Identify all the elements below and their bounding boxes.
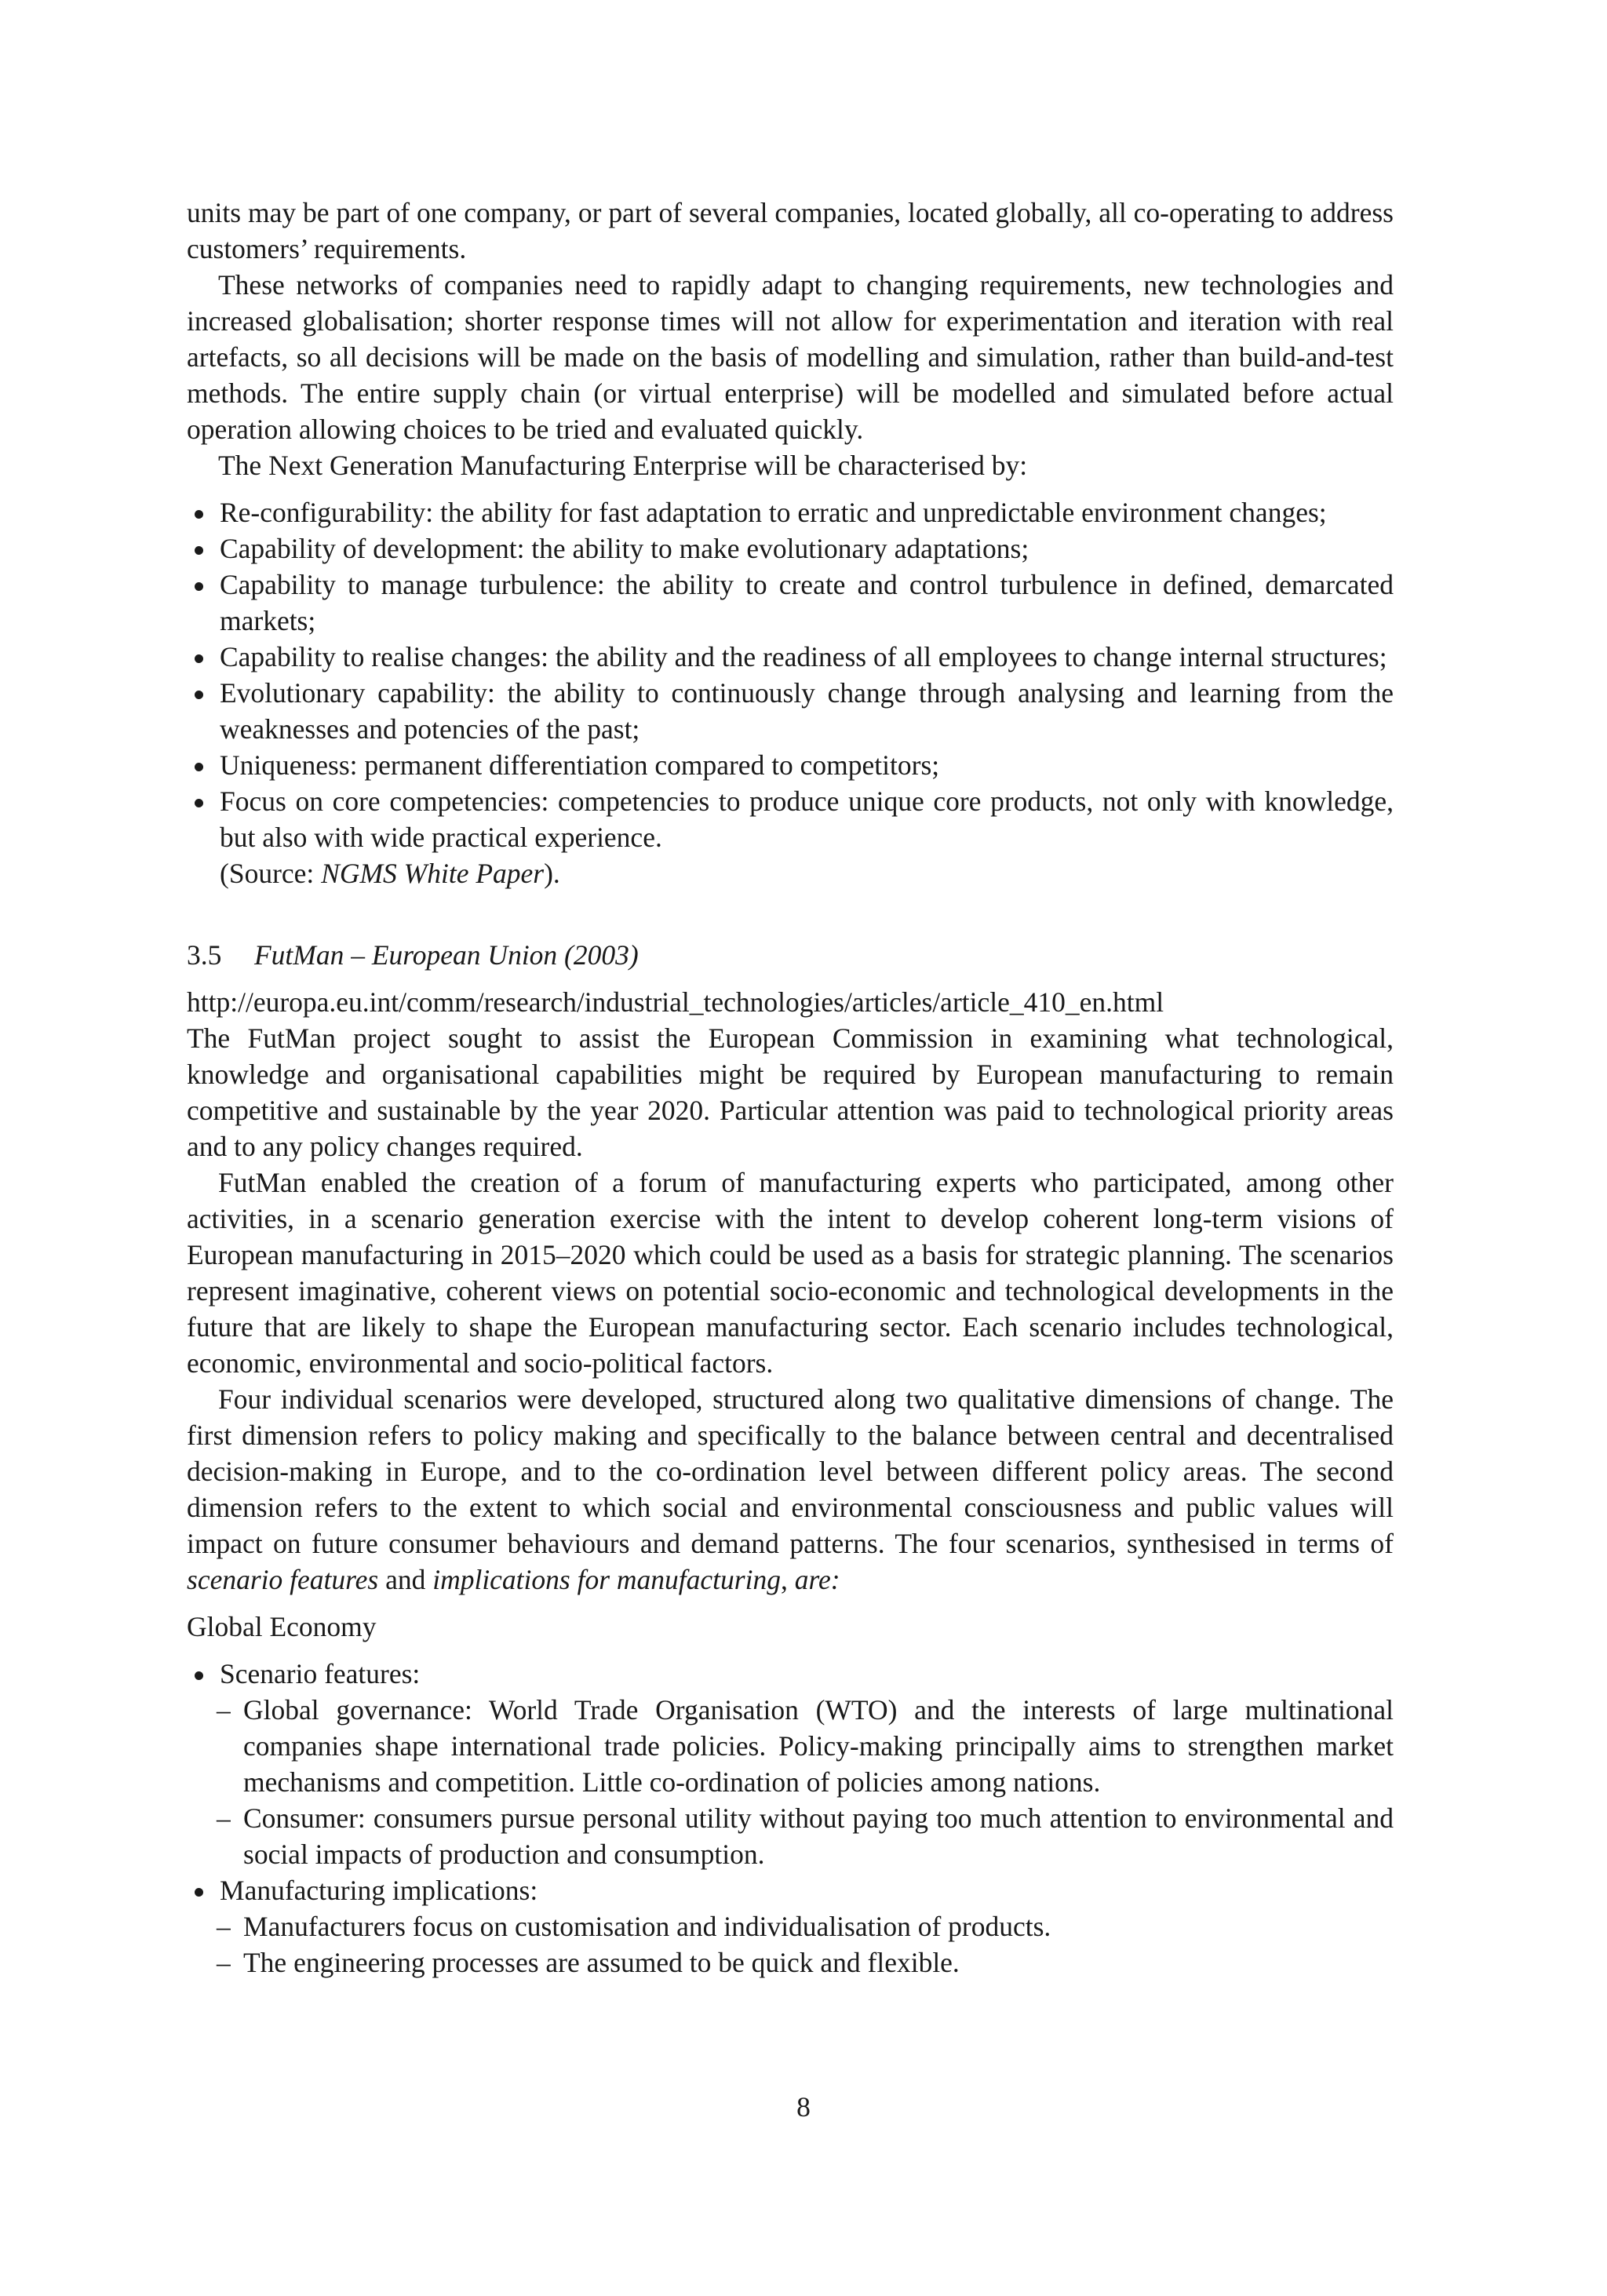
list-item: – Manufacturers focus on customisation and individualisation of products. [217, 1911, 1051, 1942]
source-title: NGMS White Paper [321, 858, 545, 889]
source-citation: (Source: NGMS White Paper). [220, 858, 560, 889]
list-item: – The engineering processes are assumed to be quick and flexible. [217, 1947, 960, 1978]
implications-label: Manufacturing implications: [220, 1875, 538, 1906]
list-item: – Consumer: consumers pursue personal utility without paying too much attention to environmental and social impacts of production and consumption. [217, 1802, 1394, 1870]
section-number: 3.5 [187, 939, 222, 971]
list-item: Re-configurability: the ability for fast adaptation to erratic and unpredictable environment changes; [187, 494, 1394, 530]
intro-paragraph-3: The Next Generation Manufacturing Enterprise will be characterised by: [218, 450, 1028, 481]
reference-url: http://europa.eu.int/comm/research/industrial_technologies/articles/article_410_en.html [187, 986, 1164, 1018]
intro-paragraph-2: These networks of companies need to rapidly adapt to changing requirements, new technologies and increased globalisation; shorter response times will not allow for experimentation and iteration with real artefacts, so all decisions will be made on the basis of modelling and simulation, rather than build-and-test methods. The entire supply chain (or virtual enterprise) will be modelled and simulated before actual operation allowing choices to be tried and evaluated quickly. [187, 269, 1394, 445]
body-paragraph-3: Four individual scenarios were developed, structured along two qualitative dimensions of change. The first dimension refers to policy making and specifically to the balance between central and decentralised decision-making in Europe, and to the co-ordination level between different policy areas. The second dimension refers to the extent to which social and environmental consciousness and public values will impact on future consumer behaviours and demand patterns. The four scenarios, synthesised in terms of scenario features and implications for manufacturing, are: [187, 1383, 1394, 1595]
intro-paragraph-1: units may be part of one company, or part of several companies, located globally, all co-operating to address customers’ requirements. [187, 197, 1394, 264]
list-item: Focus on core competencies: competencies to produce unique core products, not only with knowledge, but also with wide practical experience. [187, 783, 1394, 855]
characteristics-list [187, 494, 1394, 855]
list-item [187, 1656, 1394, 1692]
page-number: 8 [796, 2091, 811, 2123]
list-item: Uniqueness: permanent differentiation compared to competitors; [187, 747, 1394, 783]
section-heading [187, 937, 1394, 973]
list-item: Capability of development: the ability to make evolutionary adaptations; [187, 530, 1394, 567]
list-item: Capability to manage turbulence: the ability to create and control turbulence in defined, demarcated markets; [187, 567, 1394, 639]
scenario-title: Global Economy [187, 1611, 377, 1642]
body-paragraph-2: FutMan enabled the creation of a forum of manufacturing experts who participated, among other activities, in a scenario generation exercise with the intent to develop coherent long-term visions of European manufacturing in 2015–2020 which could be used as a basis for strategic planning. The scenarios represent imaginative, coherent views on potential socio-economic and technological developments in the future that are likely to shape the European manufacturing sector. Each scenario includes technological, economic, environmental and socio-political factors. [187, 1167, 1394, 1379]
implications-list [213, 1908, 1394, 1981]
body-paragraph-1: The FutMan project sought to assist the European Commission in examining what technological, knowledge and organisational capabilities might be required by European manufacturing to remain competitive and sustainable by the year 2020. Particular attention was paid to technological priority areas and to any policy changes required. [187, 1022, 1394, 1162]
page-content [187, 195, 1394, 1981]
list-item: – Global governance: World Trade Organisation (WTO) and the interests of large multinational companies shape international trade policies. Policy-making principally aims to strengthen market mechanisms and competition. Little co-ordination of policies among nations. [217, 1694, 1394, 1798]
list-item [187, 1872, 1394, 1908]
features-label: Scenario features: [220, 1658, 421, 1689]
section-title: FutMan – European Union (2003) [254, 939, 639, 971]
list-item: Capability to realise changes: the ability and the readiness of all employees to change internal structures; [187, 639, 1394, 675]
implications-group [187, 1872, 1394, 1908]
scenario-list [187, 1656, 1394, 1692]
list-item: Evolutionary capability: the ability to continuously change through analysing and learning from the weaknesses and potencies of the past; [187, 675, 1394, 747]
features-list [213, 1692, 1394, 1872]
